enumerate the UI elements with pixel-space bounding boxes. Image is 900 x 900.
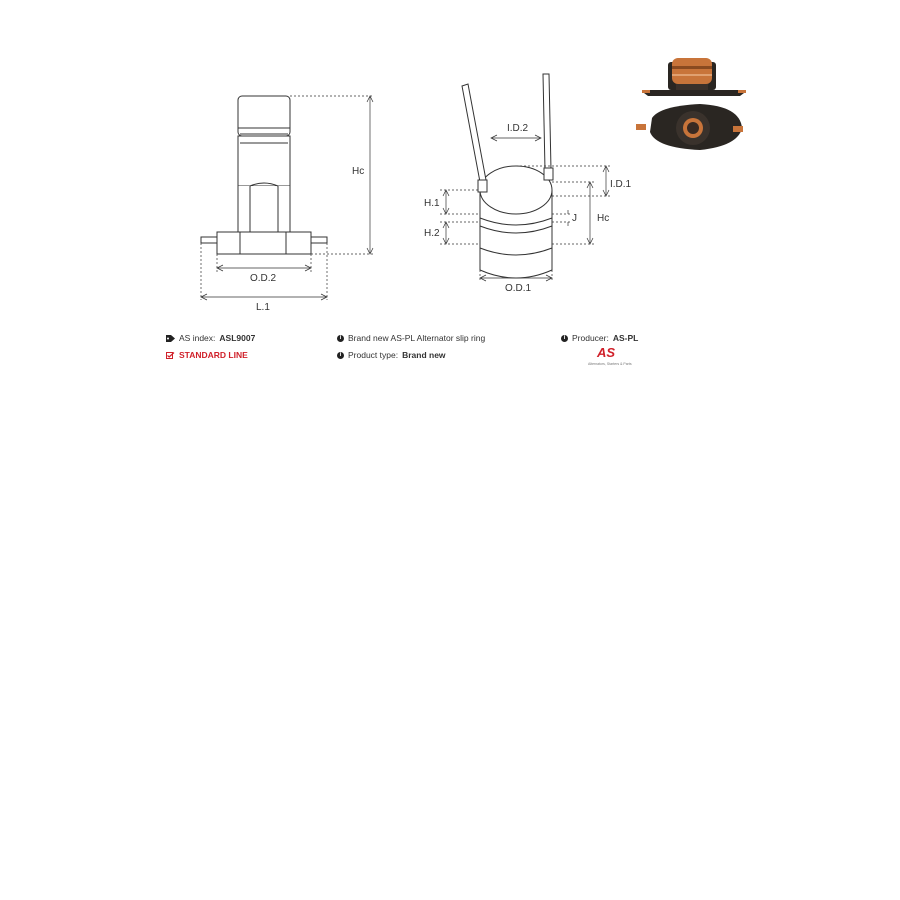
standard-line-label: STANDARD LINE bbox=[179, 350, 248, 360]
description bbox=[337, 333, 485, 343]
label-id1: I.D.1 bbox=[610, 179, 632, 190]
tag-icon bbox=[166, 335, 175, 342]
product-photo-bottom bbox=[636, 104, 743, 150]
label-l1: L.1 bbox=[256, 302, 270, 313]
label-od2: O.D.2 bbox=[250, 273, 277, 284]
standard-line bbox=[166, 350, 248, 360]
side-view bbox=[201, 96, 327, 254]
ring-top bbox=[480, 166, 552, 214]
product-type bbox=[337, 350, 446, 360]
product-photo-side bbox=[642, 58, 746, 96]
info-icon: i bbox=[337, 352, 344, 359]
label-h1: H.1 bbox=[424, 198, 440, 209]
producer bbox=[561, 333, 638, 343]
left-tab bbox=[201, 237, 217, 243]
description-text: Brand new AS-PL Alternator slip ring bbox=[348, 333, 486, 343]
lower-body bbox=[238, 186, 290, 232]
label-hc-right: Hc bbox=[597, 213, 610, 224]
label-id2: I.D.2 bbox=[507, 123, 529, 134]
product-type-label: Product type: bbox=[348, 350, 399, 360]
label-hc-left: Hc bbox=[352, 166, 365, 177]
top-cap bbox=[238, 96, 290, 136]
as-logo bbox=[588, 345, 636, 369]
label-h2: H.2 bbox=[424, 228, 440, 239]
right-tab bbox=[311, 237, 327, 243]
as-index bbox=[166, 333, 255, 343]
product-type-value: Brand new bbox=[402, 350, 446, 360]
producer-value: AS-PL bbox=[612, 333, 639, 343]
right-lead bbox=[543, 74, 551, 170]
label-od1: O.D.1 bbox=[505, 283, 532, 294]
info-icon: i bbox=[337, 335, 344, 342]
left-lead bbox=[462, 84, 486, 182]
logo-tagline: Alternators, Starters & Parts bbox=[588, 362, 632, 366]
as-index-value: ASL9007 bbox=[219, 333, 256, 343]
info-icon: i bbox=[561, 335, 568, 342]
as-index-label: AS index: bbox=[179, 333, 216, 343]
perspective-view bbox=[462, 74, 553, 278]
logo-text: AS bbox=[597, 345, 616, 360]
producer-label: Producer: bbox=[572, 333, 609, 343]
label-j: J bbox=[572, 213, 577, 224]
checkbox-icon bbox=[166, 352, 175, 359]
